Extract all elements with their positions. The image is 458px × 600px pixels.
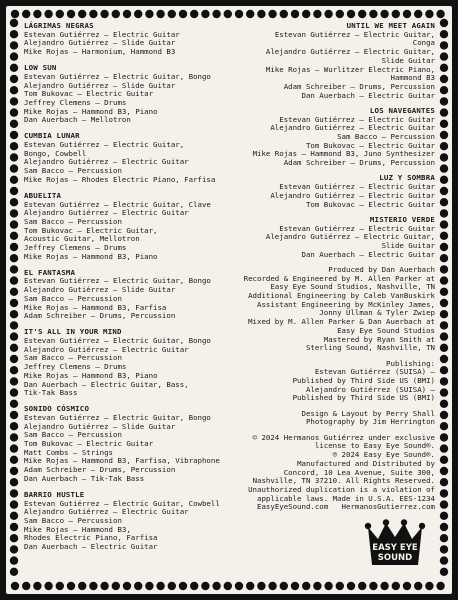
dotted-border-right	[438, 18, 450, 582]
credit-block	[24, 132, 229, 184]
easy-eye-sound-crown-logo	[364, 519, 426, 575]
credit-block	[232, 410, 435, 427]
credit-line: Alejandro Gutiérrez – Slide Guitar	[24, 38, 176, 48]
credit-line: Estevan Gutiérrez – Electric Guitar, Bongo	[24, 335, 211, 345]
track-title: LOS NAVEGANTES	[369, 105, 435, 115]
credit-block	[232, 107, 435, 168]
credit-block	[24, 192, 229, 262]
credit-block	[232, 216, 435, 260]
credit-line: Alejandro Gutiérrez – Electric Guitar	[24, 157, 189, 167]
credit-line: Recorded & Engineered by M. Allen Parker at	[243, 273, 435, 283]
credit-line: Sam Bacco – Percussion	[24, 430, 122, 440]
credit-line: Assistant Engineering by McKinley James,	[257, 299, 435, 309]
track-title: BARRIO HUSTLE	[24, 489, 85, 499]
credit-line: Additional Engineering by Caleb VanBuskirk	[248, 291, 435, 301]
credit-line: Tom Bukovac – Electric Guitar	[24, 89, 154, 99]
credit-line: Estevan Gutiérrez – Electric Guitar, Bongo	[24, 412, 211, 422]
credit-line: Dan Auerbach – Electric Guitar	[301, 90, 435, 100]
credit-line: Conga	[412, 38, 435, 48]
credit-line: Alejandro Gutiérrez – Electric Guitar	[270, 123, 435, 133]
credit-line: Estevan Gutiérrez – Electric Guitar	[279, 114, 435, 124]
track-title: LÁGRIMAS NEGRAS	[24, 21, 94, 30]
credit-block	[24, 22, 229, 57]
credit-line: Design & Layout by Perry Shall	[301, 408, 435, 418]
track-title: SONIDO CÓSMICO	[24, 404, 90, 414]
credit-line: Mike Rojas – Hammond B3, Farfisa, Vibraphone	[24, 456, 220, 466]
credit-line: Alejandro Gutiérrez – Electric Guitar,	[265, 232, 435, 242]
credit-line: Alejandro Gutiérrez – Electric Guitar	[24, 344, 189, 354]
credit-line: Photography by Jim Herrington	[305, 417, 435, 427]
track-title: MISTERIO VERDE	[369, 214, 435, 224]
credit-line: Alejandro Gutiérrez – Slide Guitar	[24, 421, 176, 431]
credit-line: Publishing:	[386, 358, 435, 368]
credit-line: Tik-Tak Bass	[24, 388, 78, 398]
credit-line: Estevan Gutiérrez – Electric Guitar, Clave	[24, 199, 211, 209]
credit-line: Sterling Sound, Nashville, TN	[305, 343, 435, 353]
credit-line: Sam Bacco – Percussion	[24, 293, 122, 303]
credit-line: Adam Schreiber – Drums, Percussion	[283, 158, 435, 168]
credit-line: Estevan Gutiérrez – Electric Guitar,	[24, 140, 185, 150]
credit-line: Alejandro Gutiérrez – Slide Guitar	[24, 80, 176, 90]
credit-line: Dan Auerbach – Electric Guitar, Bass,	[24, 379, 189, 389]
credit-block	[24, 405, 229, 483]
credit-line: Dan Auerbach – Mellotron	[24, 115, 131, 125]
track-title: IT'S ALL IN YOUR MIND	[24, 327, 122, 337]
logo-text-line1: EASY EYE	[372, 543, 418, 553]
credit-line: Sam Bacco – Percussion	[24, 353, 122, 363]
credit-line: Estevan Gutiérrez – Electric Guitar	[24, 29, 180, 39]
credit-line: Mike Rojas – Rhodes Electric Piano, Farfisa	[24, 174, 216, 184]
credit-line: Dan Auerbach – Electric Guitar	[301, 249, 435, 259]
track-title: LUZ Y SOMBRA	[379, 173, 435, 183]
credit-line: Jeffrey Clemens – Drums	[24, 362, 127, 372]
credit-line: Bongo, Cowbell	[24, 148, 87, 158]
credit-line: Acoustic Guitar, Mellotron	[24, 234, 140, 244]
credit-line: Tom Bukovac – Electric Guitar	[305, 199, 435, 209]
credit-line: Jeffrey Clemens – Drums	[24, 97, 127, 107]
credit-line: Easy Eye Sound Studios	[337, 325, 435, 335]
credit-line: Jeffrey Clemens – Drums	[24, 243, 127, 253]
credit-line: Sam Bacco – Percussion	[337, 132, 435, 142]
credit-block	[232, 360, 435, 404]
credit-line: Adam Schreiber – Drums, Percussion	[24, 465, 176, 475]
credit-line: Estevan Gutiérrez – Electric Guitar, Bongo	[24, 276, 211, 286]
credit-line: Alejandro Gutiérrez – Slide Guitar	[24, 285, 176, 295]
credit-line: Mixed by M. Allen Parker & Dan Auerbach at	[248, 317, 435, 327]
credit-line: Alejandro Gutiérrez – Electric Guitar	[24, 208, 189, 218]
credit-line: Estevan Gutiérrez – Electric Guitar	[279, 223, 435, 233]
credit-line: Mike Rojas – Hammond B3, Piano	[24, 106, 158, 116]
credit-line: Mike Rojas – Harmonium, Hammond B3	[24, 47, 176, 57]
credit-line: Sam Bacco – Percussion	[24, 515, 122, 525]
credit-line: Mike Rojas – Hammond B3, Piano	[24, 251, 158, 261]
credit-line: Manufactured and Distributed by	[297, 458, 435, 468]
credit-line: Concord, 10 Lea Avenue, Suite 300,	[283, 467, 435, 477]
dotted-border-left	[8, 18, 20, 582]
credit-line: ℗ 2024 Easy Eye Sound®.	[332, 450, 435, 460]
credit-line: applicable laws. Made in U.S.A. EES-1234	[257, 493, 435, 503]
track-title: CUMBIA LUNAR	[24, 131, 80, 141]
credit-line: EasyEyeSound.com HermanosGutierrez.com	[257, 502, 435, 512]
credit-line: Slide Guitar	[381, 240, 435, 250]
credit-line: Jonny Ullman & Tyler Zwiep	[319, 308, 435, 318]
credit-line: Tom Bukovac – Electric Guitar,	[24, 225, 158, 235]
credit-block	[232, 266, 435, 353]
credit-line: Published by Third Side US (BMI)	[292, 393, 435, 403]
credit-line: Adam Schreiber – Drums, Percussion	[24, 311, 176, 321]
credit-line: Dan Auerbach – Electric Guitar	[24, 542, 158, 552]
dotted-border-bottom	[10, 580, 448, 592]
credit-line: Alejandro Gutiérrez – Electric Guitar	[270, 190, 435, 200]
credit-line: Mike Rojas – Wurlitzer Electric Piano,	[265, 64, 435, 74]
credit-line: Sam Bacco – Percussion	[24, 166, 122, 176]
credit-block	[24, 328, 229, 398]
credit-line: Rhodes Electric Piano, Farfisa	[24, 533, 158, 543]
logo-text-line2: SOUND	[377, 553, 413, 563]
credit-line: Matt Combs – Strings	[24, 447, 113, 457]
track-title: EL FANTASMA	[24, 267, 76, 277]
credits-right-column	[232, 22, 435, 519]
credit-line: Dan Auerbach – Tik-Tak Bass	[24, 473, 145, 483]
credit-line: Estevan Gutiérrez (SUISA) –	[314, 367, 435, 377]
credit-block	[24, 491, 229, 552]
credit-line: Easy Eye Sound Studios, Nashville, TN	[270, 282, 435, 292]
credit-line: Slide Guitar	[381, 55, 435, 65]
credit-line: Alejandro Gutiérrez – Electric Guitar	[24, 507, 189, 517]
credit-line: Estevan Gutiérrez – Electric Guitar	[279, 182, 435, 192]
credit-line: Nashville, TN 37210. All Rights Reserved.	[252, 476, 435, 486]
track-title: UNTIL WE MEET AGAIN	[346, 21, 435, 30]
credit-line: Mastered by Ryan Smith at	[323, 334, 435, 344]
credit-line: Mike Rojas – Hammond B3, Piano	[24, 370, 158, 380]
credit-line: © 2024 Hermanos Gutiérrez under exclusive	[252, 432, 435, 442]
credit-block	[232, 22, 435, 100]
credit-line: Mike Rojas – Hammond B3, Farfisa	[24, 302, 167, 312]
track-title: ABUELITA	[24, 190, 62, 200]
credit-block	[24, 269, 229, 321]
credit-line: Alejandro Gutiérrez – Electric Guitar,	[265, 47, 435, 57]
credit-line: Mike Rojas – Hammond B3, Juno Synthesizer	[252, 149, 435, 159]
credit-line: Alejandro Gutiérrez (SUISA) –	[305, 384, 435, 394]
credit-line: Unauthorized duplication is a violation of	[248, 484, 435, 494]
credit-line: Estevan Gutiérrez – Electric Guitar, Cowbell	[24, 498, 220, 508]
credit-line: Produced by Dan Auerbach	[328, 264, 435, 274]
credit-line: Mike Rojas – Hammond B3,	[24, 524, 131, 534]
credit-line: Published by Third Side US (BMI)	[292, 375, 435, 385]
credit-block	[232, 174, 435, 209]
dotted-border-top	[10, 8, 448, 20]
credit-line: Estevan Gutiérrez – Electric Guitar, Bongo	[24, 71, 211, 81]
track-title: LOW SUN	[24, 63, 57, 73]
credit-block	[24, 64, 229, 125]
credit-block	[232, 434, 435, 512]
credit-line: license to Easy Eye Sound®.	[314, 441, 435, 451]
credit-line: Hammond B3	[390, 73, 435, 83]
credit-line: Tom Bukovac – Electric Guitar	[24, 439, 154, 449]
credits-left-column	[24, 22, 229, 559]
credit-line: Tom Bukovac – Electric Guitar	[305, 140, 435, 150]
credit-line: Estevan Gutiérrez – Electric Guitar,	[274, 29, 435, 39]
credit-line: Sam Bacco – Percussion	[24, 216, 122, 226]
credit-line: Adam Schreiber – Drums, Percussion	[283, 81, 435, 91]
